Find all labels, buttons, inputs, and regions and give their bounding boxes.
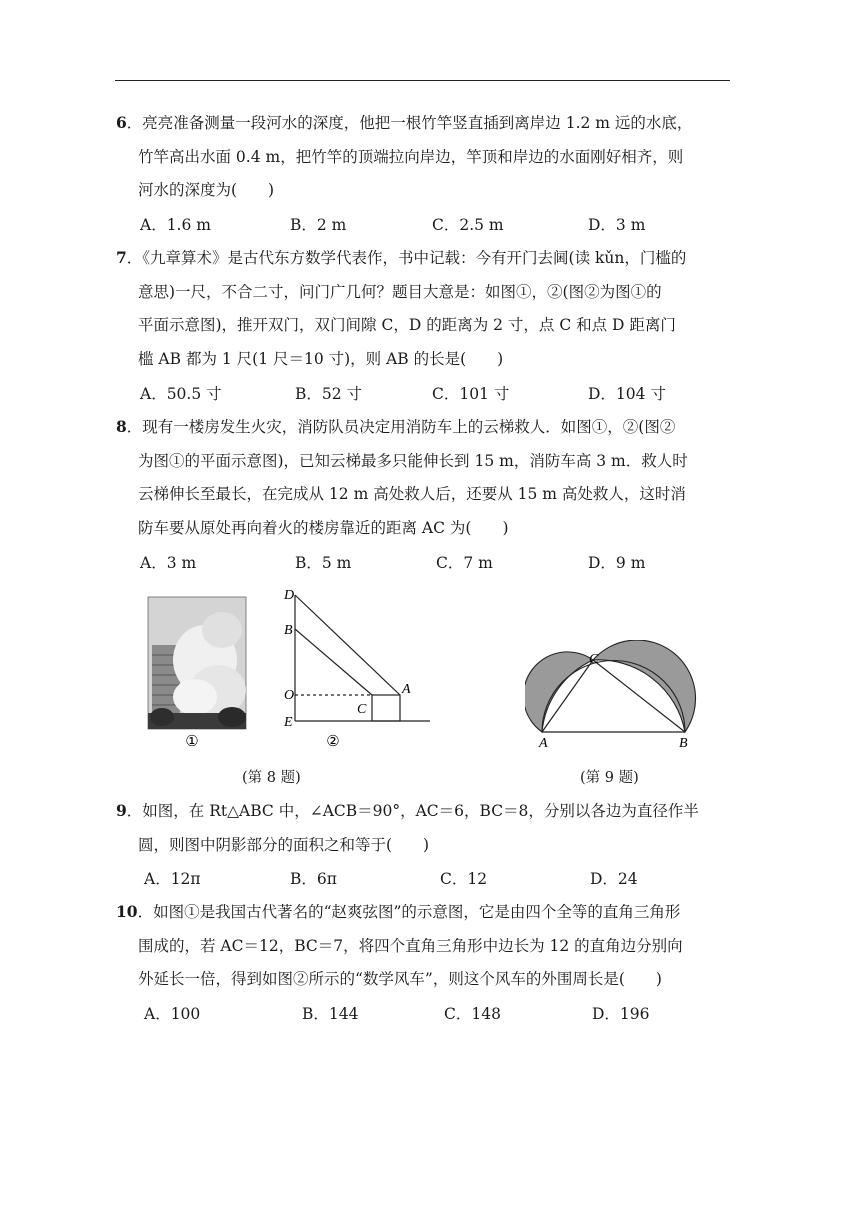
option-b: B．144 [302, 1005, 359, 1023]
question-number: 8 [116, 417, 127, 436]
options-6 [140, 213, 700, 241]
question-6 [116, 106, 736, 208]
question-text-line: 竹竿高出水面 0.4 m，把竹竿的顶端拉向岸边，竿顶和岸边的水面刚好相齐，则 [138, 147, 684, 166]
question-number: 9 [116, 801, 127, 820]
option-b: B．2 m [290, 216, 347, 234]
option-c: C．2.5 m [432, 216, 504, 234]
question-10 [116, 895, 736, 997]
question-number: 7 [116, 248, 127, 267]
option-d: D．24 [590, 870, 638, 888]
point-c-label: C [589, 652, 599, 667]
figure-8 [140, 585, 440, 755]
point-b-label: B [679, 736, 688, 751]
option-b: B．5 m [295, 554, 352, 572]
question-text-line: ．如图①是我国古代著名的“赵爽弦图”的示意图，它是由四个全等的直角三角形 [137, 903, 681, 921]
question-text-line: 河水的深度为( ) [138, 181, 275, 199]
point-a-label: A [402, 682, 411, 697]
options-10 [140, 1002, 700, 1030]
option-c: C．101 寸 [432, 385, 510, 403]
question-text-line: 平面示意图)，推开双门，双门间隙 C，D 的距离为 2 寸，点 C 和点 D 距离门 [138, 316, 676, 334]
point-e-label: E [284, 715, 293, 730]
question-8 [116, 410, 736, 545]
header-rule [115, 80, 730, 81]
question-text-line: ．亮亮准备测量一段河水的深度，他把一根竹竿竖直插到离岸边 1.2 m 远的水底， [126, 114, 693, 132]
figure-8-drawing [140, 585, 440, 755]
option-d: D．104 寸 [588, 385, 666, 403]
point-c-label: C [357, 702, 367, 717]
question-text-line: 槛 AB 都为 1 尺(1 尺＝10 寸)，则 AB 的长是( ) [138, 349, 504, 368]
option-a: A．1.6 m [140, 216, 211, 234]
point-d-label: D [284, 588, 295, 603]
option-b: B．52 寸 [295, 385, 363, 403]
question-text-line: 防车要从原处再向着火的楼房靠近的距离 AC 为( ) [138, 518, 509, 537]
question-number: 6 [116, 113, 127, 132]
option-c: C．7 m [436, 554, 493, 572]
figure-8-label-2: ② [326, 732, 340, 750]
shaded-lune-right [593, 640, 696, 732]
figure-9-drawing [525, 640, 705, 755]
option-d: D．3 m [588, 216, 646, 234]
options-7 [140, 382, 700, 410]
question-text-line: 围成的，若 AC＝12，BC＝7，将四个直角三角形中边长为 12 的直角边分别向 [138, 936, 683, 955]
option-b: B．6π [290, 870, 337, 888]
figure-9-caption: (第 9 题) [580, 770, 639, 786]
point-o-label: O [284, 688, 295, 703]
question-text-line: ．《九章算术》是古代东方数学代表作，书中记载：今有开门去阃(读 kǔn，门槛的 [126, 249, 687, 267]
option-a: A．50.5 寸 [140, 385, 222, 403]
point-a-label: A [539, 736, 548, 751]
option-a: A．12π [144, 870, 201, 888]
shaded-lune-left [525, 652, 593, 732]
question-number: 10 [116, 902, 138, 921]
question-9 [116, 794, 736, 862]
options-9 [140, 867, 700, 895]
question-text-line: 云梯伸长至最长，在完成从 12 m 高处救人后，还要从 15 m 高处救人，这时消 [138, 485, 686, 503]
question-text-line: 外延长一倍，得到如图②所示的“数学风车”，则这个风车的外围周长是( ) [138, 970, 662, 988]
figure-8-label-1: ① [185, 732, 199, 750]
option-c: C．148 [444, 1005, 501, 1023]
option-d: D．196 [592, 1005, 650, 1023]
question-text-line: 圆，则图中阴影部分的面积之和等于( ) [138, 835, 430, 854]
question-text-line: 为图①的平面示意图)，已知云梯最多只能伸长到 15 m，消防车高 3 m．救人时 [138, 451, 688, 470]
question-7 [116, 241, 736, 376]
option-a: A．100 [144, 1005, 201, 1023]
point-b-label: B [284, 623, 293, 638]
options-8 [140, 551, 700, 579]
question-text-line: 意思)一尺，不合二寸，问门广几何？题目大意是：如图①，②(图②为图①的 [138, 282, 662, 301]
figure-9 [525, 640, 705, 755]
figure-8-caption: (第 8 题) [242, 770, 301, 786]
fire-photo [148, 597, 246, 729]
option-d: D．9 m [588, 554, 646, 572]
option-a: A．3 m [140, 554, 197, 572]
question-text-line: ．如图，在 Rt△ABC 中，∠ACB＝90°，AC＝6，BC＝8，分别以各边为直径作半 [126, 802, 699, 820]
option-c: C．12 [440, 870, 488, 888]
question-text-line: ．现有一楼房发生火灾，消防队员决定用消防车上的云梯救人．如图①，②(图② [126, 418, 676, 436]
